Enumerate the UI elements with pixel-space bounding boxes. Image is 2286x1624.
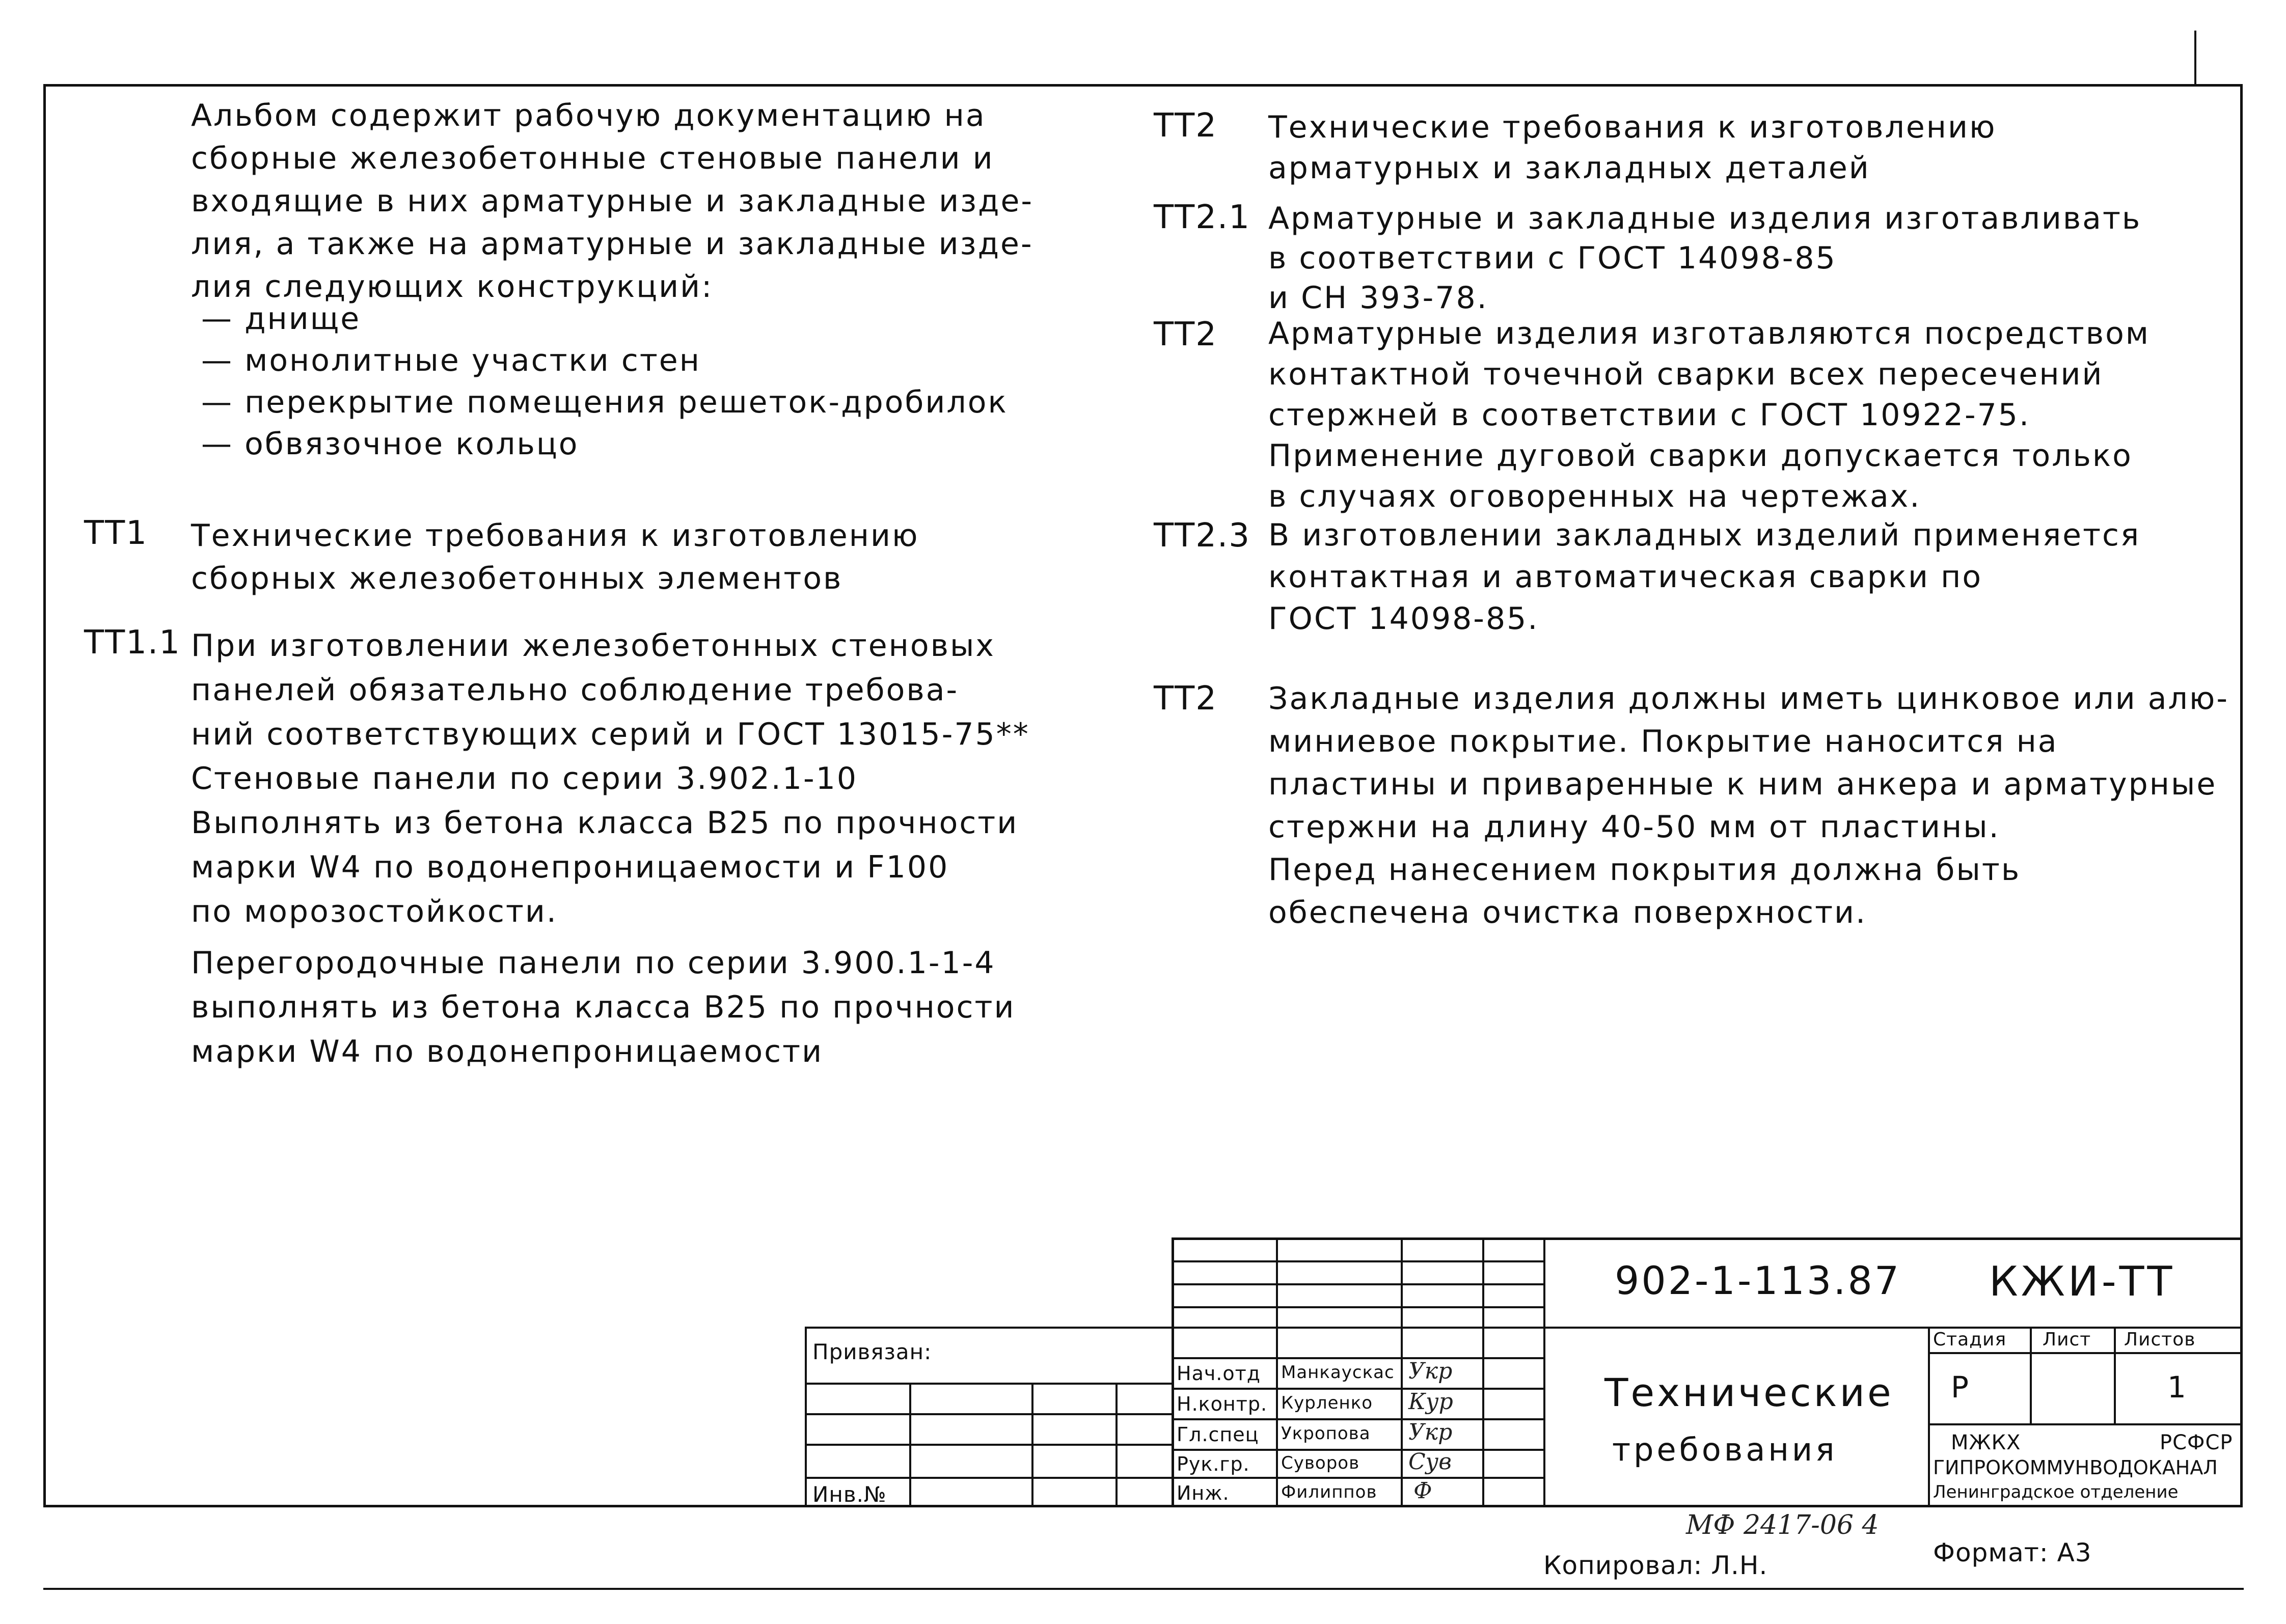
org-name: ГИПРОКОММУНВОДОКАНАЛ (1933, 1456, 2218, 1479)
section-tt2-b-text (1268, 313, 2150, 517)
signer-name: Суворов (1281, 1453, 1360, 1473)
doc-code: 902-1-113.87 (1615, 1258, 1901, 1303)
signer-role: Инж. (1177, 1482, 1230, 1504)
signer-role: Гл.спец (1177, 1423, 1259, 1446)
section-line: контактной точечной сварки всех пересечений (1268, 356, 2104, 392)
section-line: В изготовлении закладных изделий применяется (1268, 517, 2141, 553)
rule (1928, 1352, 2243, 1354)
rule (1172, 1283, 1543, 1285)
section-line: миниевое покрытие. Покрытие наносится на (1268, 724, 2058, 759)
section-tt2-text (1268, 107, 1997, 188)
signer-name: Филиппов (1281, 1482, 1377, 1502)
list-item: — монолитные участки стен (201, 343, 701, 378)
rule (2030, 1327, 2032, 1423)
rule (1172, 1449, 1543, 1451)
signature: Кур (1408, 1389, 1453, 1415)
section-line: марки W4 по водонепроницаемости и F100 (191, 849, 949, 885)
rule (1172, 1306, 1543, 1308)
rule (1172, 1388, 1543, 1390)
org-country: РСФСР (2160, 1431, 2233, 1454)
section-line: ний соответствующих серий и ГОСТ 13015-75** (191, 717, 1030, 752)
signature: Ф (1413, 1478, 1432, 1504)
rule (1031, 1383, 1033, 1507)
signer-name: Манкаускас (1281, 1362, 1395, 1383)
signature: Укр (1408, 1419, 1453, 1445)
section-tt2-c-text (1268, 677, 2229, 934)
section-line: ГОСТ 14098-85. (1268, 601, 1539, 637)
section-tt2-1-text (1268, 199, 2141, 318)
doc-title-line2: требования (1612, 1431, 1838, 1468)
section-mark-tt2-1: ТТ2.1 (1154, 199, 1250, 236)
section-line: марки W4 по водонепроницаемости (191, 1034, 824, 1069)
section-line: Технические требования к изготовлению (1268, 109, 1997, 145)
rule (1172, 1418, 1543, 1420)
section-mark-tt2-3: ТТ2.3 (1154, 517, 1250, 555)
intro-line: лия, а также на арматурные и закладные изде- (191, 226, 1033, 262)
signer-role: Нач.отд (1177, 1362, 1261, 1385)
bottom-trim-line (43, 1588, 2244, 1590)
rule (1543, 1237, 1545, 1507)
list-item: — перекрытие помещения решеток-дробилок (201, 384, 1008, 420)
section-line: пластины и приваренные к ним анкера и арматурные (1268, 766, 2217, 802)
rule (1172, 1477, 1543, 1479)
copied-by: Копировал: Л.Н. (1543, 1551, 1768, 1580)
rule (1482, 1237, 1484, 1507)
list-item: — обвязочное кольцо (201, 426, 579, 462)
signature: Сув (1408, 1449, 1452, 1475)
archive-stamp: МФ 2417-06 4 (1686, 1510, 1879, 1540)
section-line: обеспечена очистка поверхности. (1268, 895, 1867, 930)
signer-name: Укропова (1281, 1423, 1371, 1444)
stage-value: Р (1951, 1370, 1969, 1405)
section-line: выполнять из бетона класса В25 по прочности (191, 989, 1016, 1025)
signer-name: Курленко (1281, 1393, 1373, 1413)
rule (1276, 1237, 1278, 1507)
list-item: — днище (201, 301, 361, 337)
org-branch: Ленинградское отделение (1933, 1482, 2179, 1502)
section-mark-tt1: ТТ1 (84, 514, 148, 552)
sheets-header: Листов (2124, 1329, 2196, 1350)
section-line: и СН 393-78. (1268, 280, 1488, 316)
section-tt1-1-text (191, 624, 1030, 1074)
section-line: Перегородочные панели по серии 3.900.1-1-4 (191, 945, 996, 981)
section-line: Выполнять из бетона класса В25 по прочности (191, 805, 1019, 841)
section-line: в соответствии с ГОСТ 14098-85 (1268, 240, 1837, 276)
intro-line: сборные железобетонные стеновые панели и (191, 141, 994, 176)
section-line: стержней в соответствии с ГОСТ 10922-75. (1268, 397, 2031, 433)
section-line: При изготовлении железобетонных стеновых (191, 628, 995, 664)
section-line: стержни на длину 40-50 мм от пластины. (1268, 809, 2000, 845)
section-tt1-text (191, 514, 919, 600)
section-line: Стеновые панели по серии 3.902.1-10 (191, 761, 858, 796)
section-line: панелей обязательно соблюдение требова- (191, 672, 959, 708)
section-mark-tt1-1: ТТ1.1 (84, 624, 181, 662)
section-line: в случаях оговоренных на чертежах. (1268, 479, 1921, 514)
paper-format: Формат: А3 (1933, 1538, 2092, 1567)
section-line: сборных железобетонных элементов (191, 561, 843, 596)
corner-tick (2194, 31, 2196, 84)
section-line: арматурных и закладных деталей (1268, 150, 1870, 186)
signature: Укр (1408, 1358, 1453, 1384)
rule (1115, 1383, 1118, 1507)
section-line: Применение дуговой сварки допускается только (1268, 438, 2133, 474)
org-ministry: МЖКХ (1951, 1431, 2021, 1454)
signer-role: Н.контр. (1177, 1393, 1268, 1415)
section-line: Закладные изделия должны иметь цинковое или алю- (1268, 681, 2229, 717)
rule (1172, 1327, 2243, 1329)
section-line: Технические требования к изготовлению (191, 518, 919, 554)
section-line: Перед нанесением покрытия должна быть (1268, 852, 2021, 888)
section-tt2-3-text (1268, 514, 2140, 640)
rule (2114, 1327, 2116, 1423)
rule (1928, 1423, 2243, 1425)
section-mark-tt2: ТТ2 (1154, 107, 1217, 145)
rule (1401, 1237, 1403, 1507)
rule (909, 1383, 911, 1507)
section-mark-tt2-b: ТТ2 (1154, 316, 1217, 353)
stage-header: Стадия (1933, 1329, 2007, 1350)
signer-role: Рук.гр. (1177, 1453, 1250, 1475)
rule (1172, 1260, 1543, 1262)
section-mark-tt2-c: ТТ2 (1154, 680, 1217, 718)
intro-list (201, 298, 1008, 465)
sheet-mark: КЖИ-ТТ (1989, 1258, 2175, 1305)
bound-label: Привязан: (812, 1339, 932, 1364)
sheet-header: Лист (2043, 1329, 2091, 1350)
intro-line: Альбом содержит рабочую документацию на (191, 98, 986, 133)
intro-line: лия следующих конструкций: (191, 269, 714, 305)
intro-line: входящие в них арматурные и закладные изде- (191, 183, 1034, 219)
section-line: по морозостойкости. (191, 894, 558, 929)
intro-text (191, 94, 1033, 308)
section-line: Арматурные и закладные изделия изготавливать (1268, 201, 2142, 236)
section-line: Арматурные изделия изготавляются посредством (1268, 316, 2151, 351)
doc-title-line1: Технические (1604, 1370, 1894, 1415)
sheets-value: 1 (2167, 1370, 2187, 1405)
rule (1172, 1357, 1543, 1359)
section-line: контактная и автоматическая сварки по (1268, 559, 1983, 595)
inv-label: Инв.№ (812, 1482, 887, 1507)
